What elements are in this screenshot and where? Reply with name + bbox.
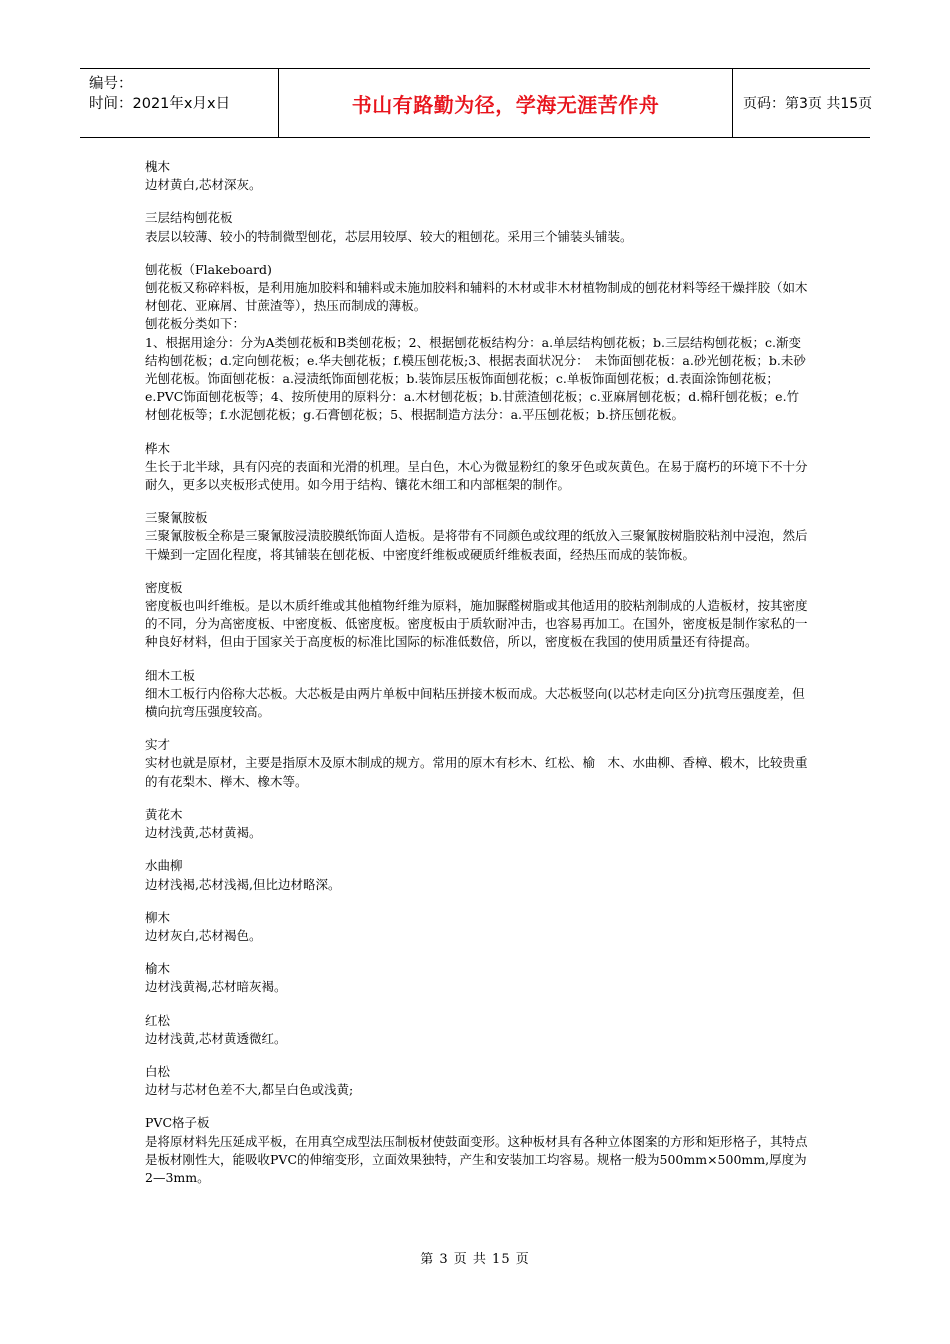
entry-paragraph: 边材灰白,芯材褐色。: [145, 927, 262, 943]
document-time-label: 时间：2021年x月x日: [89, 96, 231, 112]
material-entry: [145, 857, 809, 893]
entry-title: 榆木: [145, 961, 171, 977]
entry-title: 密度板: [145, 579, 183, 595]
material-entry: [145, 667, 809, 722]
header-page-cell: [733, 69, 873, 137]
entry-paragraph: 生长于北半球，具有闪亮的表面和光滑的机理。呈白色，木心为微显粉红的象牙色或灰黄色。在易于腐朽的环境下不十分耐久，更多以夹板形式使用。如今用于结构、镶花木细工和内部框架的制作。: [145, 458, 808, 493]
material-entry: [145, 736, 809, 791]
entry-paragraph: 刨花板又称碎料板，是利用施加胶料和辅料或未施加胶料和辅料的木材或非木材植物制成的刨花材料等经干燥拌胶（如木材刨花、亚麻屑、甘蔗渣等），热压而制成的薄板。: [145, 280, 808, 314]
entry-paragraph: 边材浅褐,芯材浅褐,但比边材略深。: [145, 876, 341, 892]
header-motto-cell: [279, 69, 733, 137]
entry-paragraph: 边材浅黄褐,芯材暗灰褐。: [145, 979, 287, 995]
entry-title: 桦木: [145, 440, 171, 456]
entry-title: 水曲柳: [145, 858, 183, 874]
material-entry: [145, 960, 809, 996]
material-entry: [145, 509, 809, 564]
material-entry: [145, 806, 809, 842]
page-footer: 第 3 页 共 15 页: [420, 1252, 530, 1267]
entry-title: 柳木: [145, 909, 171, 925]
header-motto: 书山有路勤为径，学海无涯苦作舟: [351, 92, 660, 117]
entry-paragraph: 边材黄白,芯材深灰。: [145, 177, 262, 193]
material-entry: [145, 261, 809, 425]
material-entry: [145, 209, 809, 245]
entry-paragraph: 实材也就是原材，主要是指原木及原木制成的规方。常用的原木有杉木、红松、榆 木、水曲柳、香樟、椴木，比较贵重的有花梨木、榉木、橡木等。: [145, 755, 808, 789]
document-body: [145, 158, 809, 1202]
material-entry: [145, 1012, 809, 1048]
entry-paragraph: 边材与芯材色差不大,都呈白色或浅黄;: [145, 1082, 354, 1098]
entry-title: 黄花木: [145, 806, 183, 822]
entry-title: 三聚氰胺板: [145, 510, 208, 526]
entry-paragraph: 表层以较薄、较小的特制微型刨花，芯层用较厚、较大的粗刨花。采用三个铺装头铺装。: [145, 228, 633, 244]
entry-title: 细木工板: [145, 667, 196, 683]
header-page-number: 页码：第3页 共15页: [743, 96, 873, 112]
entry-paragraph: 1、根据用途分：分为A类刨花板和B类刨花板；2、根据刨花板结构分：a.单层结构刨花板；b.三层结构刨花板；c.渐变结构刨花板；d.定向刨花板；e.华夫刨花板；f.模压刨花板;3、根据表面状况分： 未饰面刨花板：a.砂光刨花板；b.未砂光刨花板。饰面刨花板：a.浸渍纸饰面刨花板；b.装饰层压板饰面刨花板；c.单板饰面刨花板；d.表面涂饰刨花板；e.PVC饰面刨花板等；4、按所使用的原料分：a.木材刨花板；b.甘蔗渣刨花板；c.亚麻屑刨花板；d.棉秆刨花板；e.竹材刨花板等；f.水泥刨花板；g.石膏刨花板；5、根据制造方法分：a.平压刨花板；b.挤压刨花板。: [145, 334, 806, 423]
header-info-cell: [80, 69, 279, 137]
entry-title: 槐木: [145, 159, 171, 174]
entry-title: 白松: [145, 1063, 171, 1079]
material-entry: [145, 1063, 809, 1099]
entry-title: PVC格子板: [145, 1115, 210, 1131]
material-entry: [145, 158, 809, 194]
page-header: [80, 68, 873, 138]
entry-paragraph: 细木工板行内俗称大芯板。大芯板是由两片单板中间粘压拼接木板而成。大芯板竖向(以芯材走向区分)抗弯压强度差，但横向抗弯压强度较高。: [145, 685, 805, 720]
entry-title: 三层结构刨花板: [145, 210, 233, 226]
entry-paragraph: 是将原材料先压延成平板，在用真空成型法压制板材使鼓面变形。这种板材具有各种立体图案的方形和矩形格子，其特点是板材刚性大，能吸收PVC的伸缩变形，立面效果独特，产生和安装加工均容易。规格一般为500mm×500mm,厚度为2—3mm。: [145, 1133, 808, 1185]
entry-paragraph: 刨花板分类如下：: [145, 316, 246, 332]
entry-paragraph: 三聚氰胺板全称是三聚氰胺浸渍胶膜纸饰面人造板。是将带有不同颜色或纹理的纸放入三聚氰胺树脂胶粘剂中浸泡，然后干燥到一定固化程度，将其铺装在刨花板、中密度纤维板或硬质纤维板表面，经热压而成的装饰板。: [145, 528, 808, 562]
material-entry: [145, 909, 809, 945]
material-entry: [145, 1114, 809, 1187]
entry-title: 实才: [145, 737, 171, 753]
entry-title: 红松: [145, 1012, 171, 1028]
material-entry: [145, 579, 809, 652]
entry-title: 刨花板（Flakeboard): [145, 261, 272, 277]
document-number-label: 编号：: [89, 76, 133, 92]
entry-paragraph: 边材浅黄,芯材黄褐。: [145, 825, 262, 841]
entry-paragraph: 边材浅黄,芯材黄透微红。: [145, 1030, 287, 1046]
entry-paragraph: 密度板也叫纤维板。是以木质纤维或其他植物纤维为原料，施加脲醛树脂或其他适用的胶粘剂制成的人造板材，按其密度的不同，分为高密度板、中密度板、低密度板。密度板由于质软耐冲击，也容易再加工。在国外，密度板是制作家私的一种良好材料，但由于国家关于高度板的标准比国际的标准低数倍，所以，密度板在我国的使用质量还有待提高。: [145, 598, 808, 650]
material-entry: [145, 440, 809, 495]
